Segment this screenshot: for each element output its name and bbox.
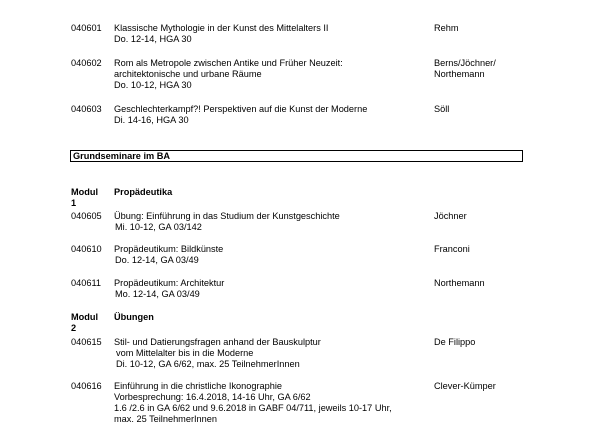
course-lecturer [434,244,584,255]
lecturer-line: Northemann [434,69,485,79]
lecturer-line: Northemann [434,278,485,288]
course-title-line: Di. 10-12, GA 6/62, max. 25 TeilnehmerInnen [116,359,300,369]
course-title [114,104,424,126]
course-lecturer [434,381,584,392]
course-title-line: Mi. 10-12, GA 03/142 [115,222,202,232]
lecturer-line: Clever-Kümper [434,381,496,391]
lecturer-line: De Filippo [434,337,476,347]
course-title-line: Propädeutikum: Architektur [114,278,225,288]
course-title-line: Di. 14-16, HGA 30 [114,115,189,125]
course-title-line: Einführung in die christliche Ikonographie [114,381,283,391]
course-code: 040603 [71,104,102,114]
course-title-line: Vorbesprechung: 16.4.2018, 14-16 Uhr, GA 6/62 [114,392,311,402]
course-title [114,211,424,233]
course-lecturer [434,337,584,348]
course-title [114,381,424,425]
course-code: 040601 [71,23,102,33]
lecturer-line: Söll [434,104,450,114]
course-title-line: Rom als Metropole zwischen Antike und Früher Neuzeit: [114,58,343,68]
module-label: Modul 1 [71,187,99,208]
course-lecturer [434,104,584,115]
course-title-line: max. 25 TeilnehmerInnen [114,414,217,424]
course-title [114,58,424,91]
course-title-line: Klassische Mythologie in der Kunst des Mittelalters II [114,23,329,33]
course-title-line: Geschlechterkampf?! Perspektiven auf die Kunst der Moderne [114,104,368,114]
course-lecturer [434,278,584,289]
course-code: 040610 [71,244,102,254]
course-title [114,278,424,300]
module-name: Propädeutika [114,187,173,197]
course-title [114,23,424,45]
module-label: Modul 2 [71,312,99,333]
section-heading: Grundseminare im BA [73,151,171,161]
lecturer-line: Jöchner [434,211,467,221]
course-code: 040605 [71,211,102,221]
course-title-line: Übung: Einführung in das Studium der Kunstgeschichte [114,211,340,221]
course-code: 040616 [71,381,102,391]
course-lecturer [434,211,584,222]
section-heading-box [70,150,523,162]
course-title-line: Stil- und Datierungsfragen anhand der Bauskulptur [114,337,321,347]
course-title-line: Do. 12-14, HGA 30 [114,34,192,44]
course-lecturer [434,23,584,34]
course-title-line: architektonische und urbane Räume [114,69,262,79]
course-lecturer [434,58,584,80]
lecturer-line: Rehm [434,23,459,33]
course-title-line: Do. 12-14, GA 03/49 [115,255,199,265]
course-title [114,244,424,266]
course-title-line: Mo. 12-14, GA 03/49 [115,289,200,299]
course-title-line: 1.6 /2.6 in GA 6/62 und 9.6.2018 in GABF 04/711, jeweils 10-17 Uhr, [114,403,392,413]
course-code: 040611 [71,278,101,288]
course-code: 040602 [71,58,102,68]
lecturer-line: Berns/Jöchner/ [434,58,496,68]
course-title-line: Propädeutikum: Bildkünste [114,244,224,254]
module-name: Übungen [114,312,154,322]
course-title [114,337,424,370]
lecturer-line: Franconi [434,244,470,254]
course-code: 040615 [71,337,102,347]
course-title-line: vom Mittelalter bis in die Moderne [116,348,254,358]
course-title-line: Do. 10-12, HGA 30 [114,80,192,90]
